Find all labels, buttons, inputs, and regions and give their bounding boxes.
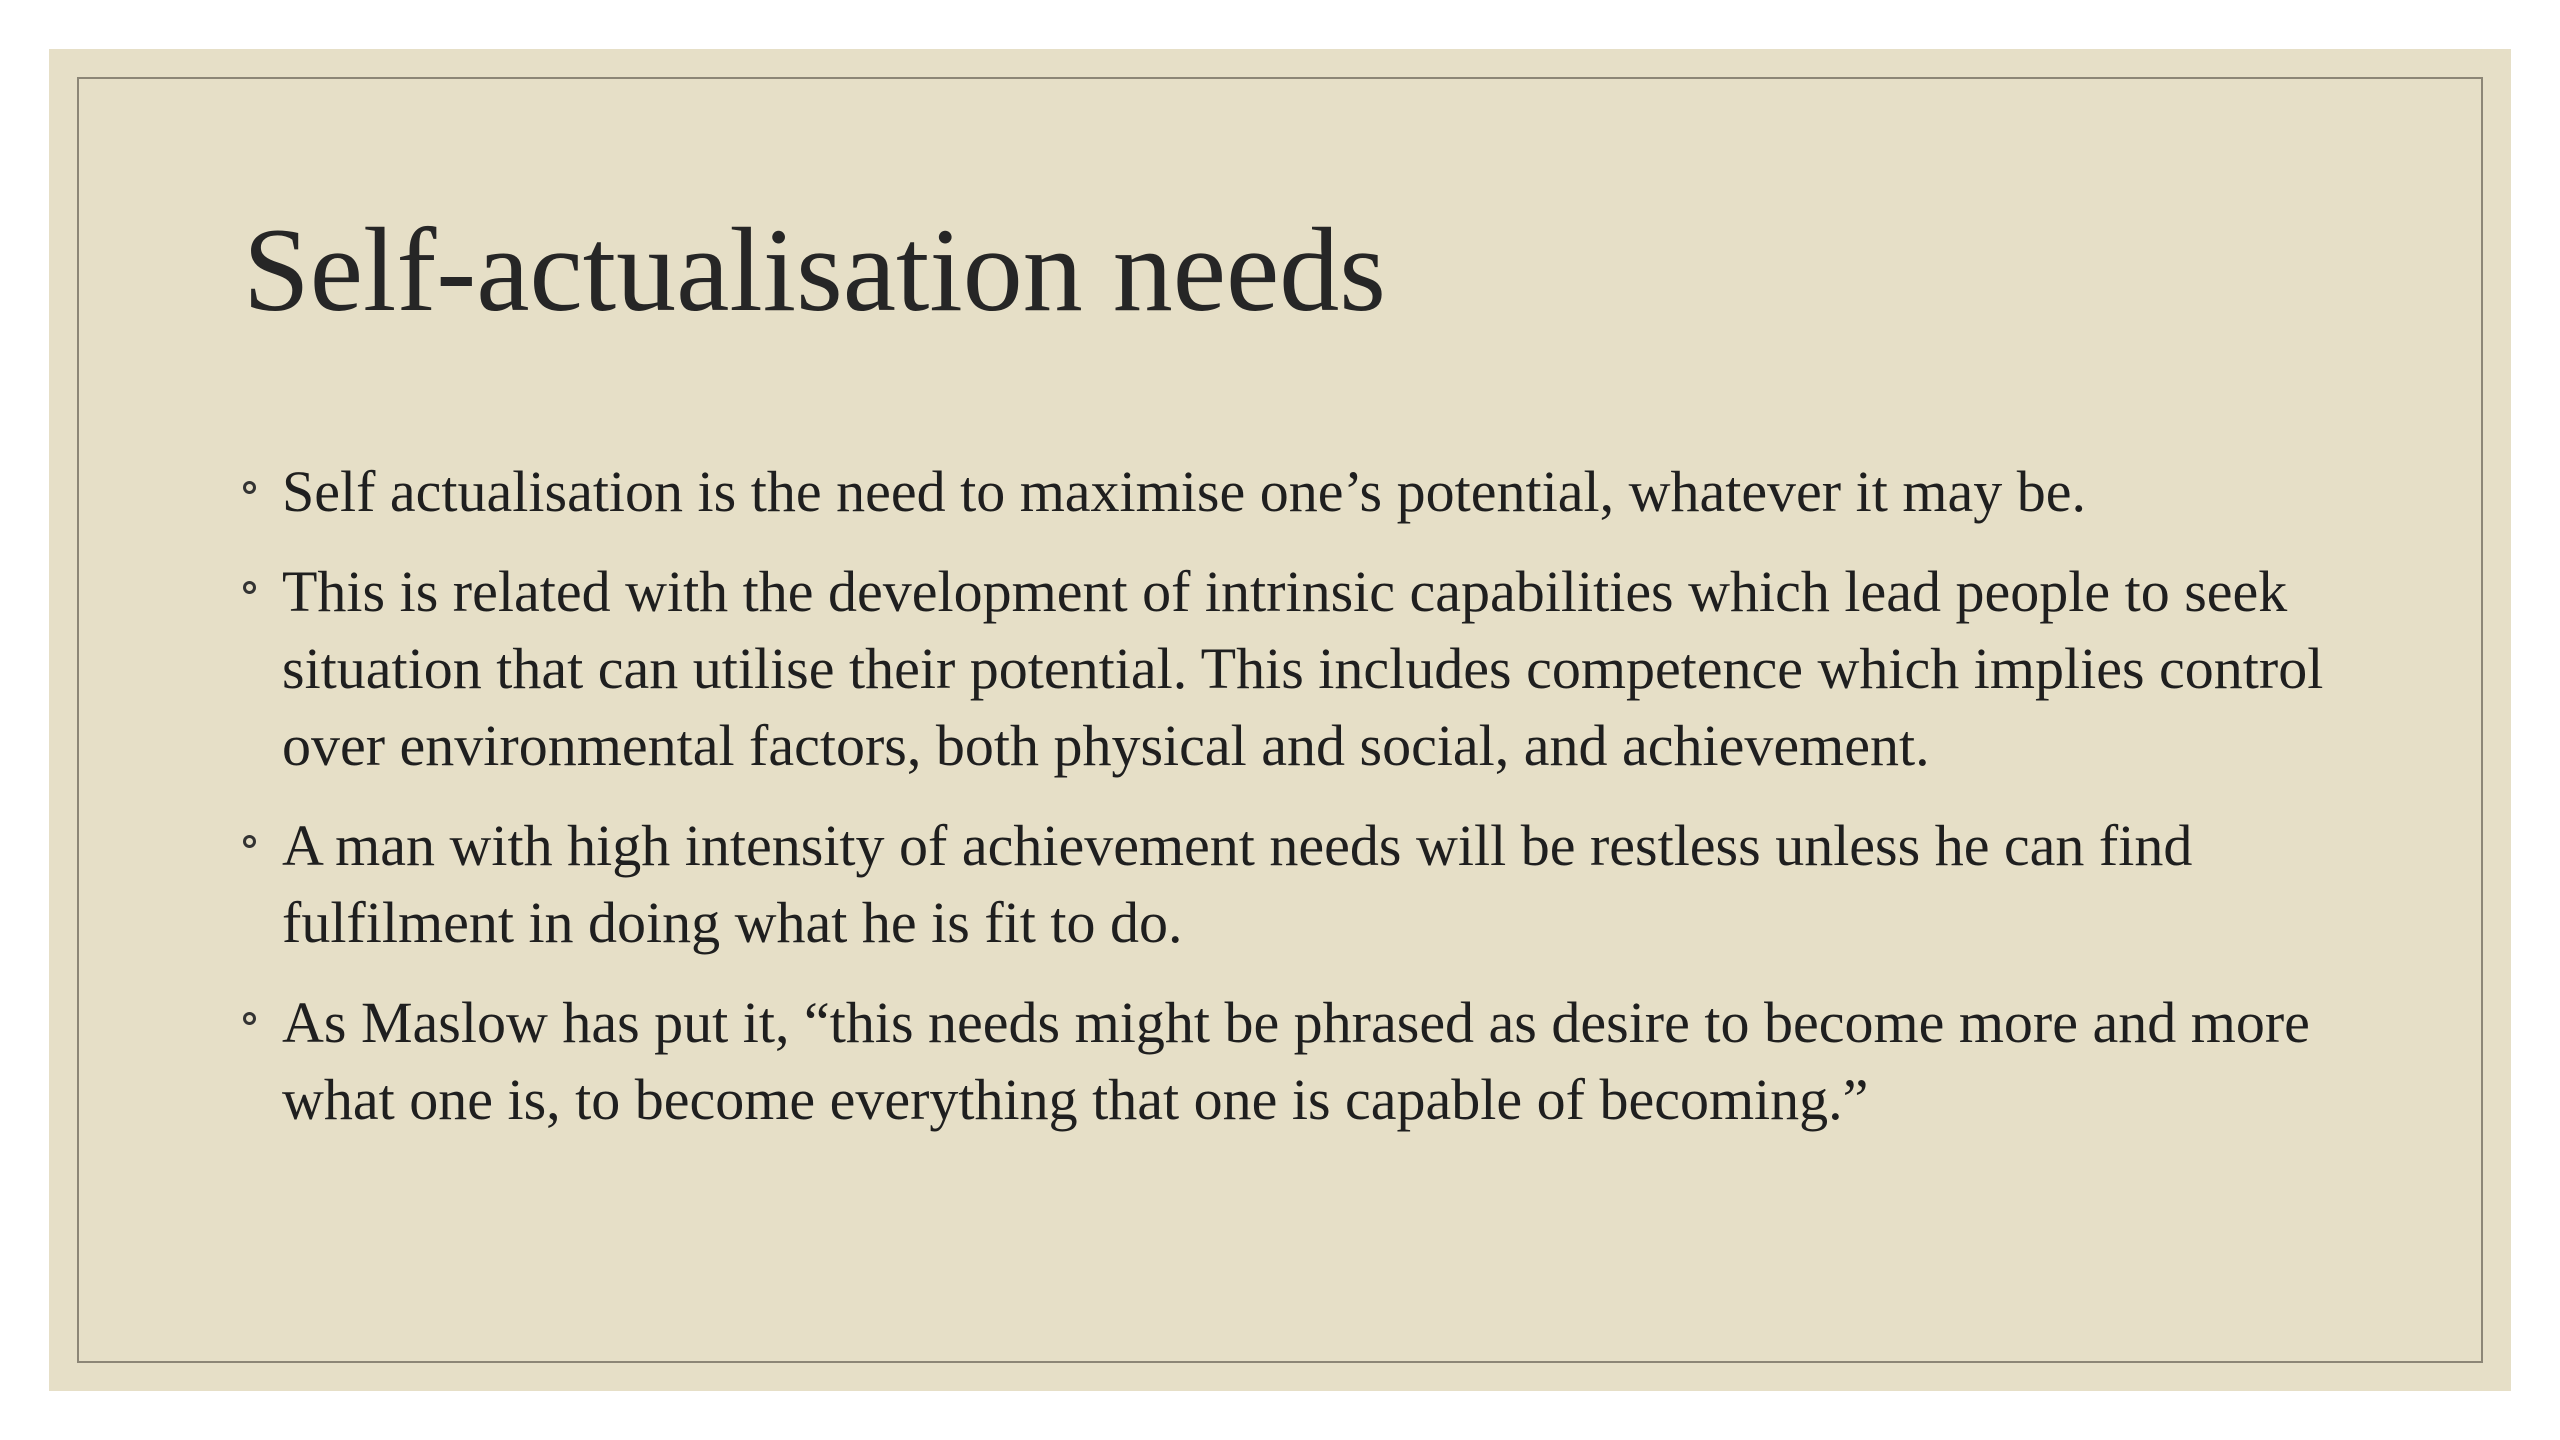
bullet-text: This is related with the development of intrinsic capabilities which lead people to seek situation that can utilise their potential. This includes competence which implies control over environmental factors, both physical and social, and achievement. — [282, 559, 2324, 778]
bullet-text: Self actualisation is the need to maximise one’s potential, whatever it may be. — [282, 459, 2086, 524]
bullet-item — [243, 807, 2403, 961]
bullet-list — [243, 453, 2403, 1161]
hollow-circle-bullet-icon — [243, 1012, 256, 1025]
bullet-item — [243, 984, 2403, 1138]
slide-title: Self-actualisation needs — [243, 203, 1386, 336]
hollow-circle-bullet-icon — [243, 581, 256, 594]
bullet-item — [243, 553, 2403, 784]
bullet-text: A man with high intensity of achievement needs will be restless unless he can find fulfilment in doing what he is fit to do. — [282, 813, 2193, 955]
bullet-text: As Maslow has put it, “this needs might be phrased as desire to become more and more what one is, to become everything that one is capable of becoming.” — [282, 990, 2310, 1132]
hollow-circle-bullet-icon — [243, 481, 256, 494]
hollow-circle-bullet-icon — [243, 835, 256, 848]
slide — [49, 49, 2511, 1391]
bullet-item — [243, 453, 2403, 530]
